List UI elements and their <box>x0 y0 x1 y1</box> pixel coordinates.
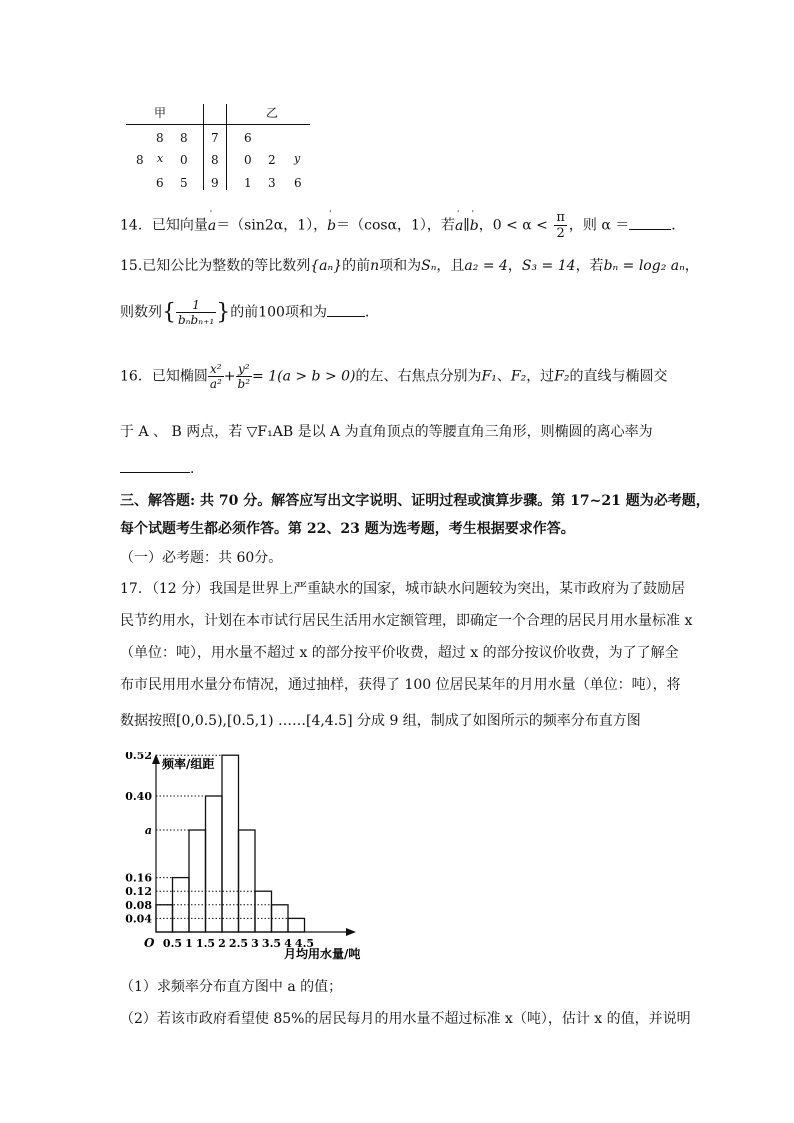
x-tick-label: 4 <box>284 937 292 950</box>
leaf-left: 8 <box>156 131 164 145</box>
y-tick-label: 0.52 <box>125 752 152 763</box>
parallel-symbol: ∥ <box>463 217 470 234</box>
question-17-line-5: 数据按照[0,0.5),[0.5,1) ……[4,4.5] 分成 9 组，制成了如图所示的频率分布直方图 <box>120 713 641 729</box>
leaf-left: 6 <box>156 176 164 190</box>
fraction-bn: $\frac{1}{\text{bₙbₙ₊₁}}$ <box>178 298 215 327</box>
frac-x2-a2: $\frac{\text{x²}}{\text{a²}}$ <box>209 362 222 391</box>
stem-leaf-header-jia: 甲 <box>154 106 167 120</box>
vector-b: ' b <box>327 208 337 234</box>
focus-f1: F₁ <box>481 368 497 385</box>
leaf-right-y: y <box>294 152 301 165</box>
x-axis-arrow <box>346 928 356 936</box>
y-tick-label: 0.08 <box>125 898 152 912</box>
pi-over-2: $\frac{\pi}{2}$ <box>556 210 565 241</box>
stem-leaf-left-rule <box>203 104 204 190</box>
y-tick-label: 0.16 <box>125 871 152 885</box>
question-16-line-1 <box>120 362 668 391</box>
question-14 <box>120 210 685 241</box>
leaf-right: 6 <box>244 131 252 145</box>
x-tick-label: 3.5 <box>261 937 282 950</box>
question-15-line-2: 则数列{ $\frac{1}{\text{bₙbₙ₊₁}}$ }的前100项和为 ． <box>120 298 379 327</box>
question-17-sub-2: （2）若该市政府看望使 85%的居民每月的用水量不超过标准 x（吨），估计 x 的值，并说明 <box>120 1011 691 1027</box>
q16-text: ，过 <box>526 368 555 385</box>
section-3-subheading: （一）必考题：共 60分。 <box>120 550 283 566</box>
q16-text: 16．已知椭圆 <box>120 368 208 385</box>
x-tick-label: 1.5 <box>195 937 216 950</box>
x-tick-label: 2.5 <box>228 937 249 950</box>
plus: + <box>223 368 236 385</box>
question-16-line-2: 于 A 、 B 两点，若 ▽F₁AB 是以 A 为直角顶点的等腰直角三角形，则椭圆的离心率为 <box>120 424 653 440</box>
x-tick-label: 0.5 <box>162 937 183 950</box>
question-17-line-2: 民节约用水，计划在本市试行居民生活用水定额管理，即确定一个合理的居民月用水量标准 x <box>120 613 693 629</box>
histogram-bar <box>206 796 223 932</box>
cond-bn: bₙ = log₂ aₙ <box>603 258 685 274</box>
histogram-bar <box>239 830 256 932</box>
vector-a: ' a <box>454 208 464 234</box>
x-tick-label: 2 <box>218 937 226 950</box>
stem: 7 <box>211 131 219 145</box>
q15-text: 15.已知公比为整数的等比数列 <box>120 258 311 274</box>
question-15-line-1 <box>120 255 699 275</box>
leaf-right: 1 <box>244 176 252 190</box>
q14-text: ＝（sin2α，1）， <box>216 217 328 234</box>
histogram-bar <box>222 755 239 932</box>
x-tick-label: 1 <box>185 937 193 950</box>
y-tick-label: 0.12 <box>125 885 152 899</box>
stem-leaf-right-rule <box>226 104 227 190</box>
histogram-bar <box>288 918 305 932</box>
leaf-right: 0 <box>244 153 252 167</box>
leaf-left: 8 <box>180 131 188 145</box>
cond-a2: a₂ = 4 <box>464 258 508 274</box>
answer-blank <box>327 316 365 317</box>
histogram-bar <box>255 891 272 932</box>
frequency-histogram <box>122 752 362 970</box>
leaf-left: 0 <box>180 153 188 167</box>
leaf-right: 6 <box>294 176 302 190</box>
y-tick-label: a <box>144 824 152 837</box>
question-17-sub-1: （1）求频率分布直方图中 a 的值； <box>120 979 343 995</box>
cond-s3: S₃ = 14 <box>521 258 576 274</box>
section-3-heading-line-1: 三、解答题: 共 70 分。解答应写出文字说明、证明过程或演算步骤。第 17~21 题为必考题， <box>120 493 710 509</box>
question-17-line-3: （单位：吨），用水量不超过 x 的部分按平价收费，超过 x 的部分按议价收费，为了了解全 <box>120 645 679 661</box>
leaf-left: 8 <box>136 153 144 167</box>
x-tick-label: 3 <box>251 937 259 950</box>
q15-end: ． <box>364 304 379 321</box>
answer-blank <box>629 229 671 230</box>
answer-blank <box>120 472 190 473</box>
q16-end: ． <box>190 461 204 477</box>
stem-leaf-table <box>126 100 310 192</box>
sum-s: Sₙ <box>421 258 437 274</box>
q14-text: ，则 α ＝ <box>568 217 630 234</box>
question-16-line-3 <box>120 458 204 478</box>
y-tick-label: 0.40 <box>125 790 152 803</box>
q15-text: ， <box>507 258 522 274</box>
x-axis-label: 月均用水量/吨 <box>284 947 361 961</box>
q15-n: n <box>370 258 380 274</box>
q15-text: 的前100项和为 <box>230 304 327 321</box>
leaf-left-x: x <box>157 152 164 165</box>
x-tick-label: 4.5 <box>294 937 315 950</box>
leaf-left: 5 <box>180 176 188 190</box>
q15-text: ，且 <box>436 258 465 274</box>
question-17-line-4: 布市民用用水量分布情况，通过抽样，获得了 100 位居民某年的月用水量（单位：吨），将 <box>120 677 681 693</box>
ellipse-condition: = 1(a > b > 0) <box>252 368 356 385</box>
q16-text: 的左、右焦点分别为 <box>355 368 482 385</box>
q15-text: 的前 <box>342 258 371 274</box>
q14-text: ＝（cosα，1），若 <box>336 217 455 234</box>
q14-text: ，0 < α < <box>478 217 548 234</box>
q16-sep: 、 <box>496 368 511 385</box>
stem-leaf-divider <box>126 124 310 125</box>
sequence-a: {aₙ} <box>310 258 343 274</box>
question-17-line-1: 17．（12 分）我国是世界上严重缺水的国家，城市缺水问题较为突出，某市政府为了鼓励居 <box>120 581 686 597</box>
origin-label: O <box>144 936 155 950</box>
focus-f2: F₂ <box>554 368 570 385</box>
focus-f2: F₂ <box>510 368 527 385</box>
q15-text: ， <box>684 258 699 274</box>
leaf-right: 3 <box>268 176 276 190</box>
q15-text: ，若 <box>575 258 604 274</box>
section-3-heading-line-2: 每个试题考生都必须作答。第 22、23 题为选考题，考生根据要求作答。 <box>120 521 575 537</box>
stem: 9 <box>211 176 219 190</box>
q14-text: 14．已知向量 <box>120 217 208 234</box>
leaf-right: 2 <box>268 153 276 167</box>
y-axis-label: 频率/组距 <box>162 757 215 771</box>
q15-text: 则数列 <box>120 304 162 321</box>
y-tick-label: 0.04 <box>125 912 152 926</box>
stem: 8 <box>211 153 219 167</box>
vector-b: ' b <box>469 208 479 234</box>
frac-y2-b2: $\frac{\text{y²}}{\text{b²}}$ <box>237 362 251 391</box>
vector-a: ' a <box>207 208 217 234</box>
q15-text: 项和为 <box>379 258 422 274</box>
histogram-bar <box>189 830 206 932</box>
stem-leaf-header-yi: 乙 <box>266 106 279 120</box>
q16-text: 的直线与椭圆交 <box>569 368 668 385</box>
q14-end: ． <box>671 217 686 234</box>
